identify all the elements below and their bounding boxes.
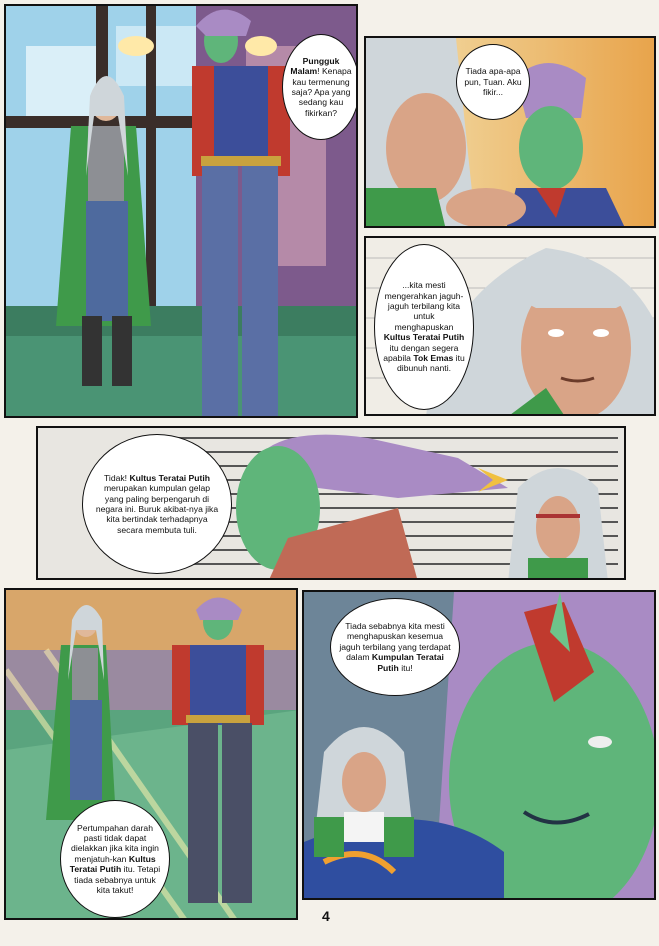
- speech-bubble-2: [456, 44, 530, 120]
- speech-bubble-3: [374, 244, 474, 410]
- speech-text-5: Pertumpahan darah pasti tidak dapat dielakkan jika kita ingin menjatuh-kan Kultus Teratai Putih itu. Tetapi tiada sebabnya untuk kita takut!: [69, 822, 161, 896]
- panel-5: [4, 588, 298, 920]
- speech-text-6: Tiada sebabnya kita mesti menghapuskan kesemua jaguh terbilang yang terdapat dalam Kumpulan Teratai Putih itu!: [339, 620, 451, 673]
- speech-bubble-5: [60, 800, 170, 918]
- speech-text-2: Tiada apa-apa pun, Tuan. Aku fikir...: [464, 66, 522, 98]
- panel-6: [302, 590, 656, 900]
- panel-4: [36, 426, 626, 580]
- page-number: 4: [322, 908, 330, 924]
- panel-2: [364, 36, 656, 228]
- panel-3: [364, 236, 656, 416]
- speech-bubble-1: [282, 34, 358, 140]
- speech-bubble-6: [330, 598, 460, 696]
- speech-text-4: Tidak! Kultus Teratai Putih merupakan kumpulan gelap yang paling berpengaruh di negara ini. Buruk akibat-nya jika kita bertindak terhadapnya secara membuta tuli.: [95, 472, 219, 535]
- speech-text-1: Pungguk Malam! Kenapa kau termenung saja? Apa yang sedang kau fikirkan?: [290, 55, 352, 118]
- panel-1: [4, 4, 358, 418]
- speech-bubble-4: [82, 434, 232, 574]
- speech-text-3: ...kita mesti mengerahkan jaguh-jaguh terbilang kita untuk menghapuskan Kultus Teratai Putih itu dengan segera apabila Tok Emas itu dibunuh nanti.: [383, 280, 465, 374]
